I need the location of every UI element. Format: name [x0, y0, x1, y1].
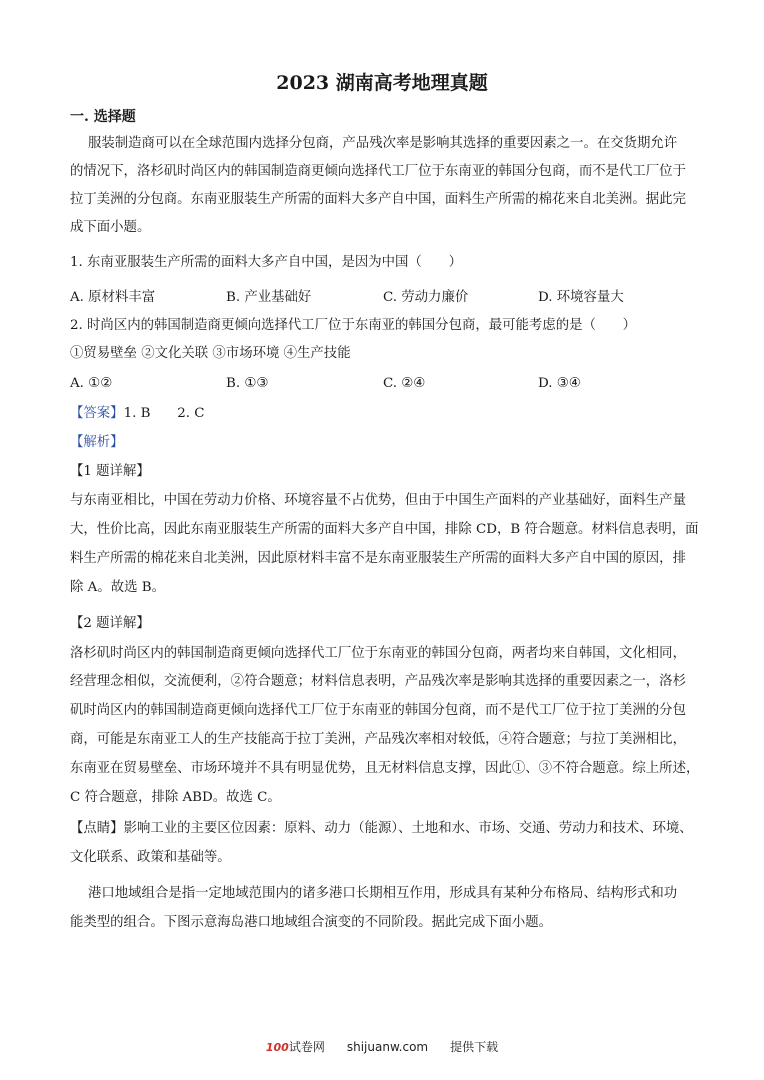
detail-2-line: C 符合题意，排除 ABD。故选 C。 [70, 790, 281, 805]
question-1-stem: 1. 东南亚服装生产所需的面料大多产自中国，是因为中国（ ） [70, 255, 462, 270]
detail-2-line: 经营理念相似，交流便利，②符合题意；材料信息表明，产品残次率是影响其选择的重要因素之一，洛杉 [70, 674, 686, 689]
q2-option-b: B. ①③ [226, 376, 269, 391]
question-2-stem: 2. 时尚区内的韩国制造商更倾向选择代工厂位于东南亚的韩国分包商，最可能考虑的是（ ） [70, 318, 637, 333]
answer-text: 1. B 2. C [123, 406, 205, 421]
tip-heading: 【点睛】 [70, 821, 124, 836]
page-title: 2023 湖南高考地理真题 [276, 72, 488, 94]
q1-option-d: D. 环境容量大 [538, 290, 624, 305]
footer-slogan: 提供下载 [450, 1040, 499, 1054]
answer-tag: 【答案】 [70, 406, 124, 421]
detail-1-line: 料生产所需的棉花来自北美洲，因此原材料丰富不是东南亚服装生产所需的面料大多产自中国的原因，排 [70, 551, 686, 566]
tip-line: 文化联系、政策和基础等。 [70, 850, 231, 865]
q1-option-c: C. 劳动力廉价 [383, 290, 469, 305]
intro-line: 服装制造商可以在全球范围内选择分包商，产品残次率是影响其选择的重要因素之一。在交货期允许 [88, 136, 678, 151]
tip-row [70, 815, 693, 843]
intro-line: 拉丁美洲的分包商。东南亚服装生产所需的面料大多产自中国，面料生产所需的棉花来自北美洲。据此完 [70, 192, 686, 207]
intro2-line: 港口地域组合是指一定地域范围内的诸多港口长期相互作用，形成具有某种分布格局、结构形式和功 [88, 886, 678, 901]
detail-2-heading: 【2 题详解】 [70, 616, 150, 631]
detail-2-line: 商，可能是东南亚工人的生产技能高于拉丁美洲，产品残次率相对较低，④符合题意；与拉丁美洲相比， [70, 732, 686, 747]
page-footer [0, 1038, 764, 1055]
q2-option-d: D. ③④ [538, 376, 581, 391]
section-heading: 一. 选择题 [70, 109, 136, 125]
detail-2-line: 矶时尚区内的韩国制造商更倾向选择代工厂位于东南亚的韩国分包商，而不是代工厂位于拉丁美洲的分包 [70, 703, 686, 718]
q2-option-c: C. ②④ [383, 376, 426, 391]
site-domain-link[interactable]: shijuanw.com [346, 1040, 429, 1054]
detail-2-line: 洛杉矶时尚区内的韩国制造商更倾向选择代工厂位于东南亚的韩国分包商，两者均来自韩国，文化相同， [70, 646, 686, 661]
intro-line: 成下面小题。 [70, 220, 151, 235]
intro-line: 的情况下，洛杉矶时尚区内的韩国制造商更倾向选择代工厂位于东南亚的韩国分包商，而不是代工厂位于 [70, 164, 686, 179]
detail-1-line: 与东南亚相比，中国在劳动力价格、环境容量不占优势，但由于中国生产面料的产业基础好，面料生产量 [70, 493, 686, 508]
answer-row [70, 400, 205, 428]
q1-option-a: A. 原材料丰富 [70, 290, 156, 305]
analysis-tag: 【解析】 [70, 435, 124, 450]
q2-option-a: A. ①② [70, 376, 113, 391]
site-name: 试卷网 [288, 1040, 325, 1054]
detail-1-line: 大，性价比高，因此东南亚服装生产所需的面料大多产自中国，排除 CD，B 符合题意。材料信息表明，面 [70, 522, 699, 537]
site-logo: 100 [265, 1041, 289, 1054]
tip-line: 影响工业的主要区位因素：原料、动力（能源）、土地和水、市场、交通、劳动力和技术、环境、 [123, 821, 693, 836]
detail-1-line: 除 A。故选 B。 [70, 580, 165, 595]
detail-2-line: 东南亚在贸易壁垒、市场环境并不具有明显优势，且无材料信息支撑，因此①、③不符合题意。综上所述， [70, 761, 700, 776]
q1-option-b: B. 产业基础好 [226, 290, 312, 305]
intro2-line: 能类型的组合。下图示意海岛港口地域组合演变的不同阶段。据此完成下面小题。 [70, 915, 553, 930]
detail-1-heading: 【1 题详解】 [70, 464, 150, 479]
question-2-items: ①贸易壁垒 ②文化关联 ③市场环境 ④生产技能 [70, 346, 351, 361]
